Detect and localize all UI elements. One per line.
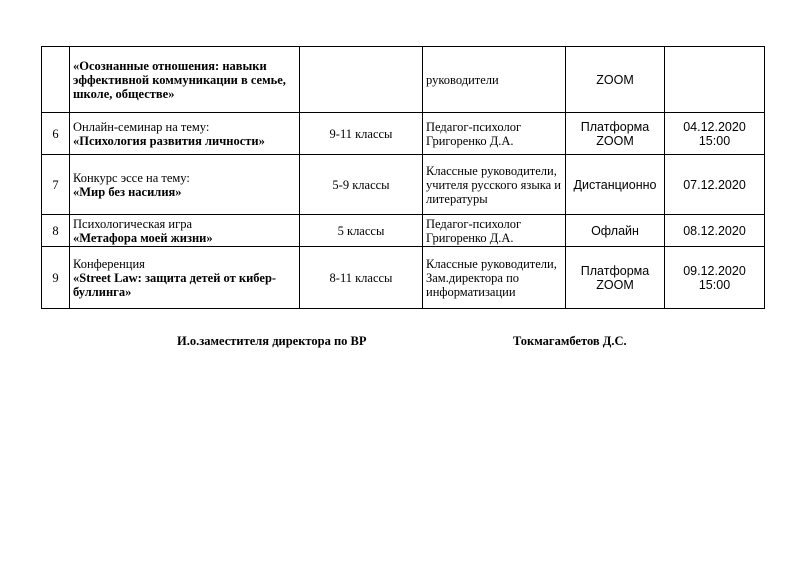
signatory-position: И.о.заместителя директора по ВР bbox=[177, 334, 367, 348]
event-title: «Мир без насилия» bbox=[73, 184, 182, 199]
event-cell bbox=[70, 47, 300, 113]
event-title: «Street Law: защита детей от кибер-буллинга» bbox=[73, 270, 277, 299]
responsible-cell: Педагог-психолог Григоренко Д.А. bbox=[423, 215, 566, 247]
event-cell bbox=[70, 155, 300, 215]
table-row bbox=[42, 155, 765, 215]
event-prefix: Психологическая игра bbox=[73, 216, 193, 231]
table-row bbox=[42, 215, 765, 247]
participants-cell: 8-11 классы bbox=[300, 247, 423, 309]
event-cell bbox=[70, 113, 300, 155]
row-number: 7 bbox=[42, 155, 70, 215]
date: 08.12.2020 bbox=[683, 223, 746, 238]
row-number: 9 bbox=[42, 247, 70, 309]
date-cell bbox=[665, 215, 765, 247]
event-title: «Осознанные отношения: навыки эффективной коммуникации в семье, школе, обществе» bbox=[73, 58, 286, 101]
event-cell bbox=[70, 247, 300, 309]
event-prefix: Конкурс эссе на тему: bbox=[73, 170, 190, 185]
row-number: 6 bbox=[42, 113, 70, 155]
format-cell: Офлайн bbox=[566, 215, 665, 247]
date-cell bbox=[665, 155, 765, 215]
date: 04.12.2020 bbox=[683, 119, 746, 134]
responsible-cell: Педагог-психолог Григоренко Д.А. bbox=[423, 113, 566, 155]
participants-cell: 5-9 классы bbox=[300, 155, 423, 215]
table-row bbox=[42, 113, 765, 155]
format-cell: Дистанционно bbox=[566, 155, 665, 215]
date-cell bbox=[665, 47, 765, 113]
format-cell: ZOOM bbox=[566, 47, 665, 113]
event-prefix: Онлайн-семинар на тему: bbox=[73, 119, 210, 134]
participants-cell bbox=[300, 47, 423, 113]
events-table bbox=[41, 46, 765, 309]
responsible-cell: Классные руководители, учителя русского языка и литературы bbox=[423, 155, 566, 215]
participants-cell: 5 классы bbox=[300, 215, 423, 247]
event-cell bbox=[70, 215, 300, 247]
date-cell bbox=[665, 247, 765, 309]
date-cell bbox=[665, 113, 765, 155]
table-row bbox=[42, 47, 765, 113]
responsible-cell: Классные руководители, Зам.директора по информатизации bbox=[423, 247, 566, 309]
event-prefix: Конференция bbox=[73, 256, 145, 271]
participants-cell: 9-11 классы bbox=[300, 113, 423, 155]
responsible-cell: руководители bbox=[423, 47, 566, 113]
event-title: «Психология развития личности» bbox=[73, 133, 265, 148]
signatory-name: Токмагамбетов Д.С. bbox=[513, 334, 627, 348]
time: 15:00 bbox=[698, 277, 731, 292]
row-number: 8 bbox=[42, 215, 70, 247]
row-number bbox=[42, 47, 70, 113]
date: 07.12.2020 bbox=[683, 177, 746, 192]
event-title: «Метафора моей жизни» bbox=[73, 230, 213, 245]
format-cell: Платформа ZOOM bbox=[566, 113, 665, 155]
table-row bbox=[42, 247, 765, 309]
date: 09.12.2020 bbox=[683, 263, 746, 278]
format-cell: Платформа ZOOM bbox=[566, 247, 665, 309]
time: 15:00 bbox=[698, 133, 731, 148]
